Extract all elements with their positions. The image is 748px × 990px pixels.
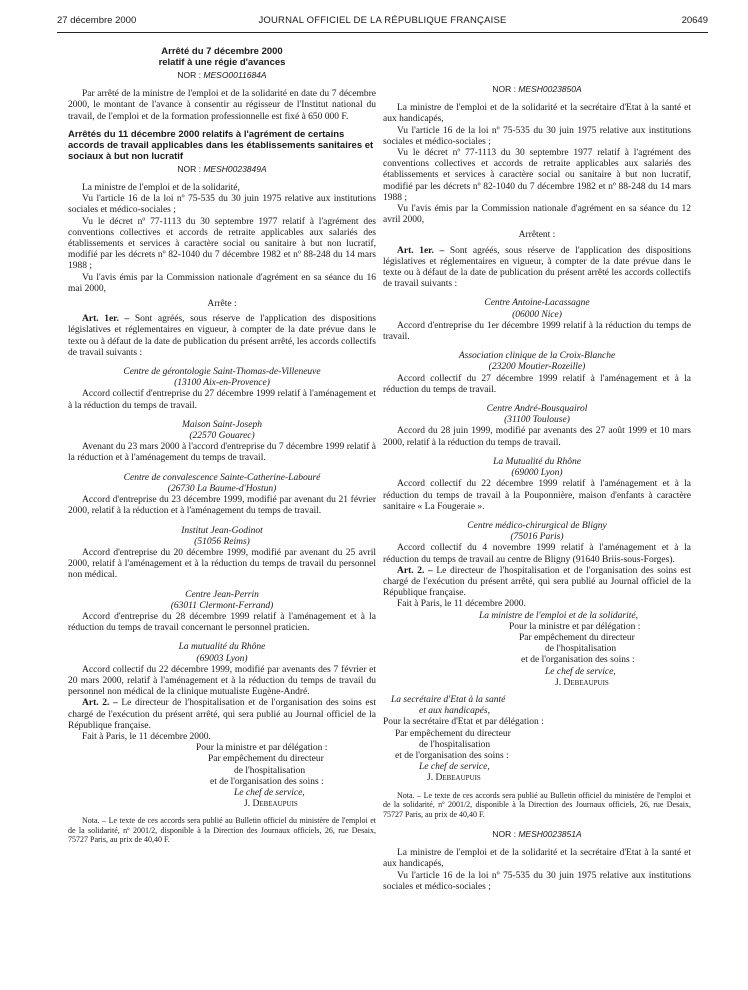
establishment-accord: Accord collectif du 4 novembre 1999 relatif à l'aménagement et à la réduction du temps de travail au centre de Bligny (91640 Briis-sous-Forges). bbox=[383, 543, 691, 565]
decree3-article1: Art. 1er. – Sont agréés, sous réserve de l'application des dispositions législatives et réglementaires en vigueur, à compter de la date prévue dans le texte ou à défaut de la date de publication du présent arrêté les accords collectifs de travail suivants : bbox=[383, 245, 692, 290]
decree4-visa-2: Vu l'article 16 de la loi nº 75-535 du 30 juin 1975 relative aux institutions sociales et médico-sociales ; bbox=[383, 870, 691, 892]
establishment-accord: Accord collectif du 27 décembre 1999 relatif à l'aménagement et à la réduction du temps de travail. bbox=[383, 373, 691, 395]
establishment-name: La Mutualité du Rhône bbox=[493, 456, 581, 467]
decree2-visa-2: Vu l'article 16 de la loi nº 75-535 du 30 juin 1975 relative aux institutions sociales et médico-sociales ; bbox=[68, 194, 376, 216]
establishment-accord: Accord d'entreprise du 28 décembre 1999 relatif à l'aménagement et à la réduction du temps de travail concernant le personnel praticien. bbox=[68, 611, 376, 634]
signature-block: Pour la ministre et par délégation : Par empêchement du directeur de l'hospitalisation et de l'organisation des soins : Le chef de service, J. Debeaupuis bbox=[196, 743, 376, 810]
signatory-name: J. Debeaupuis bbox=[555, 677, 609, 688]
decree4-nor: NOR : MESH0023851A bbox=[492, 829, 582, 840]
signatory-name: J. Debeaupuis bbox=[427, 773, 481, 784]
decree2-note: Nota. – Le texte de ces accords sera publié au Bulletin officiel du ministère de l'emploi et de la solidarité, nº 2001/2, disponible à la Direction des Journaux officiels, 26, rue Desaix, 75727 Paris, au prix de 40,40 F. bbox=[68, 816, 376, 845]
right-column bbox=[383, 84, 691, 893]
establishment-place: (06000 Nice) bbox=[512, 309, 562, 320]
left-column bbox=[68, 46, 376, 845]
decree3-arretent: Arrêtent : bbox=[518, 230, 556, 241]
decree3-visa-2: Vu l'article 16 de la loi nº 75-535 du 30 juin 1975 relative aux institutions sociales et médico-sociales ; bbox=[383, 125, 691, 147]
header-page-number: 20649 bbox=[681, 15, 708, 26]
establishment-name: Centre de convalescence Sainte-Catherine-Labouré bbox=[123, 472, 321, 483]
establishment-place: (75016 Paris) bbox=[510, 532, 564, 543]
header-date: 27 décembre 2000 bbox=[57, 15, 137, 26]
decree1-nor: NOR : MESO0011684A bbox=[177, 70, 267, 80]
establishment-place: (22570 Gouarec) bbox=[189, 431, 255, 442]
establishment-accord: Accord d'entreprise du 1er décembre 1999 relatif à la réduction du temps de travail. bbox=[383, 320, 691, 343]
establishment-accord: Accord d'entreprise du 20 décembre 1999, modifié par avenant du 25 avril 2000, relatif à l'aménagement et à la réduction du temps de travail du personnel non médical. bbox=[68, 547, 376, 581]
establishment-place: (31100 Toulouse) bbox=[504, 415, 570, 426]
establishment-name: Centre André-Bousquairol bbox=[486, 404, 588, 415]
decree2-article2: Art. 2. – Le directeur de l'hospitalisation et de l'organisation des soins est chargé de l'exécution du présent arrêté, qui sera publié au Journal officiel de la République française. bbox=[68, 698, 376, 731]
decree3-article2: Art. 2. – Le directeur de l'hospitalisation et de l'organisation des soins est chargé de l'exécution du présent arrêté, qui sera publié au Journal officiel de la République française. bbox=[383, 565, 691, 599]
decree2-done-at: Fait à Paris, le 11 décembre 2000. bbox=[82, 731, 211, 742]
establishment-accord: Accord d'entreprise du 23 décembre 1999, modifié par avenant du 21 février 2000, relatif à la réduction et à l'aménagement du temps de travail. bbox=[68, 495, 376, 517]
establishment-accord: Accord collectif du 22 décembre 1999, modifié par avenants des 7 février et 20 mars 2000, relatif à l'aménagement et à la réduction du temps de travail du personnel non médical de la clinique mutualiste Eugène-André. bbox=[68, 664, 376, 698]
establishment-name: Maison Saint-Joseph bbox=[182, 419, 262, 430]
decree2-visa-4: Vu l'avis émis par la Commission nationale d'agrément en sa séance du 16 mai 2000, bbox=[68, 272, 376, 294]
header-journal-title: JOURNAL OFFICIEL DE LA RÉPUBLIQUE FRANÇAISE bbox=[258, 15, 507, 26]
establishment-accord: Accord collectif d'entreprise du 27 décembre 1999 relatif à l'aménagement et à la réduction du temps de travail. bbox=[68, 389, 376, 411]
establishment-accord: Accord collectif du 22 décembre 1999 relatif à l'aménagement et à la réduction du temps de travail à la Pouponnière, maison d'enfants à caractère sanitaire « La Fougeraie ». bbox=[383, 479, 691, 512]
establishment-place: (63011 Clermont-Ferrand) bbox=[170, 600, 274, 611]
decree3-visa-4: Vu l'avis émis par la Commission nationale d'agrément en sa séance du 12 avril 2000, bbox=[383, 204, 691, 226]
decree2-arrete: Arrête : bbox=[207, 299, 237, 310]
decree2-visa-1: La ministre de l'emploi et de la solidarité, bbox=[82, 183, 240, 194]
decree3-note: Nota. – Le texte de ces accords sera publié au Bulletin officiel du ministère de l'emploi et de la solidarité, nº 2001/2, disponible à la Direction des Journaux officiels, 26, rue Desaix, 75727 Paris, au prix de 40,40 F. bbox=[383, 790, 691, 819]
header-rule bbox=[57, 32, 708, 33]
establishment-accord: Avenant du 23 mars 2000 à l'accord d'entreprise du 7 décembre 1999 relatif à la réduction et à l'aménagement du temps de travail. bbox=[68, 442, 376, 464]
decree3-done-at: Fait à Paris, le 11 décembre 2000. bbox=[397, 599, 526, 610]
establishment-place: (69003 Lyon) bbox=[196, 653, 248, 664]
page-header bbox=[57, 15, 708, 29]
signature-block-minister: La ministre de l'emploi et de la solidarité, Pour la ministre et par délégation : Par empêchement du directeur de l'hospitalisation et de l'organisation des soins : Le chef de service, J. Debeaupuis bbox=[479, 611, 691, 689]
decree2-article1: Art. 1er. – Sont agréés, sous réserve de l'application des dispositions législatives et réglementaires en vigueur, à compter de la date prévue dans le texte ou à défaut de la date de publication du présent arrêté, les accords collectifs de travail suivants : bbox=[68, 314, 377, 358]
establishment-name: Institut Jean-Godinot bbox=[181, 525, 263, 536]
decree1-title-line2: relatif à une régie d'avances bbox=[158, 57, 286, 68]
establishment-place: (51056 Reims) bbox=[194, 536, 250, 547]
decree1-title-line1: Arrêté du 7 décembre 2000 bbox=[161, 46, 283, 57]
decree2-nor: NOR : MESH0023849A bbox=[177, 163, 267, 174]
decree1-body: Par arrêté de la ministre de l'emploi et de la solidarité en date du 7 décembre 2000, le montant de l'avance à consentir au régisseur de l'Institut national du travail, de l'emploi et de la formation professionnelle est fixé à 650 000 F. bbox=[68, 89, 376, 122]
signature-block-secretary: La secrétaire d'Etat à la santé et aux handicapés, Pour la secrétaire d'Etat et par délégation : Par empêchement du directeur de l'hospitalisation et de l'organisation des soins : Le chef de service, J. Debeaupuis bbox=[391, 695, 691, 785]
establishment-name: Centre médico-chirurgical de Bligny bbox=[467, 520, 607, 531]
establishment-name: Association clinique de la Croix-Blanche bbox=[458, 351, 616, 362]
signatory-name: J. Debeaupuis bbox=[244, 799, 298, 810]
decree3-visa-3: Vu le décret nº 77-1113 du 30 septembre 1977 relatif à l'agrément des conventions collectives et accords de retraite applicables aux salariés des établissements et services à caractère social ou sanitaire à but non lucratif, modifié par les décrets nº 82-1040 du 7 décembre 1982 et nº 88-248 du 14 mars 1988 ; bbox=[383, 148, 691, 203]
establishment-place: (69000 Lyon) bbox=[511, 468, 563, 479]
establishment-place: (13100 Aix-en-Provence) bbox=[174, 378, 270, 389]
establishment-name: Centre de gérontologie Saint-Thomas-de-Villeneuve bbox=[123, 367, 321, 378]
establishment-name: Centre Jean-Perrin bbox=[185, 589, 259, 600]
decree4-visa-1: La ministre de l'emploi et de la solidarité et la secrétaire d'Etat à la santé et aux handicapés, bbox=[383, 848, 691, 870]
establishment-name: Centre Antoine-Lacassagne bbox=[484, 298, 590, 309]
establishment-place: (23200 Moutier-Rozeille) bbox=[488, 362, 586, 373]
establishment-accord: Accord du 28 juin 1999, modifié par avenants des 27 août 1999 et 10 mars 2000, relatif à la réduction du temps de travail. bbox=[383, 426, 691, 448]
decree3-visa-1: La ministre de l'emploi et de la solidarité et la secrétaire d'Etat à la santé et aux handicapés, bbox=[383, 103, 691, 125]
decree2-visa-3: Vu le décret nº 77-1113 du 30 septembre 1977 relatif à l'agrément des conventions collectives et accords de retraite applicables aux salariés des établissements et services à caractère social ou sanitaire à but non lucratif, modifié par les décrets nº 82-1040 du 7 décembre 1982 et nº 88-248 du 14 mars 1988 ; bbox=[68, 216, 376, 272]
establishment-name: La mutualité du Rhône bbox=[178, 642, 266, 653]
decree2-title: Arrêtés du 11 décembre 2000 relatifs à l'agrément de certains accords de travail applicables dans les établissements sanitaires et sociaux à but non lucratif bbox=[68, 128, 374, 162]
establishment-place: (26730 La Baume-d'Hostun) bbox=[167, 483, 277, 494]
decree3-nor: NOR : MESH0023850A bbox=[492, 84, 582, 94]
